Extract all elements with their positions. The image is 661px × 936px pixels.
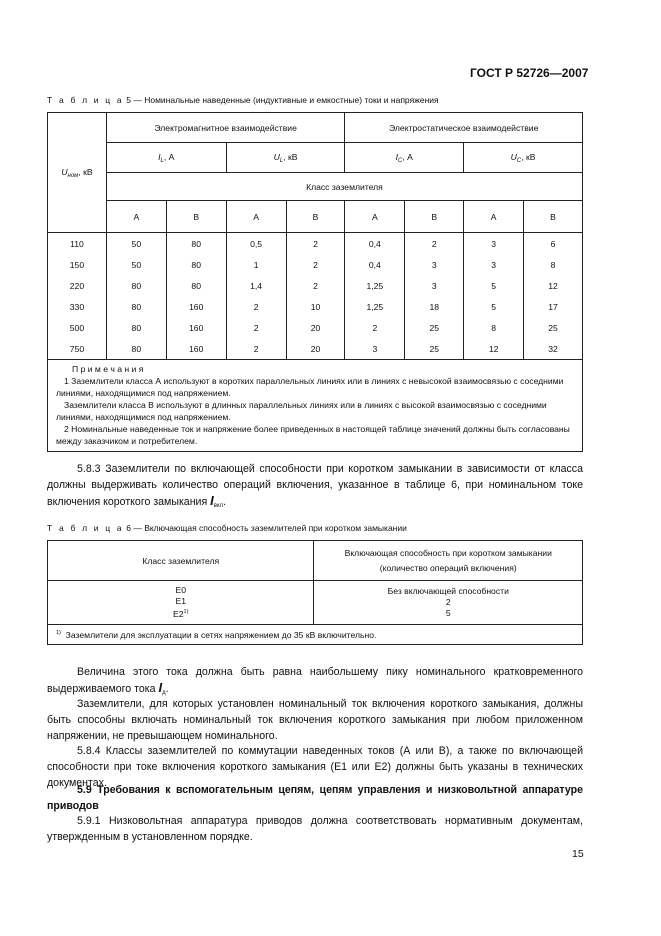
table-row bbox=[48, 233, 583, 255]
t6-header-class: Класс заземлителя bbox=[48, 541, 314, 581]
value-cell: 18 bbox=[405, 296, 464, 317]
col-header-u-nom: $U_{ном}$, кВ bbox=[48, 113, 107, 233]
value-cell: 50 bbox=[106, 233, 166, 255]
document-id-header: ГОСТ Р 52726—2007 bbox=[470, 66, 589, 80]
value-cell: 80 bbox=[166, 254, 226, 275]
col-header-ic: $I_C$, А bbox=[345, 143, 464, 173]
value-cell: 2 bbox=[286, 233, 345, 255]
value-cell: 1 bbox=[226, 254, 286, 275]
group-header-electrostatic: Электростатическое взаимодействие bbox=[345, 113, 583, 143]
table5-caption-text: 5 — Номинальные наведенные (индуктивные и емкостные) токи и напряжения bbox=[126, 95, 439, 105]
value-cell: 2 bbox=[286, 275, 345, 296]
group-header-electromagnetic: Электромагнитное взаимодействие bbox=[106, 113, 345, 143]
col-header-il: $I_L$, А bbox=[106, 143, 226, 173]
value-cell: 2 bbox=[405, 233, 464, 255]
value-cell: 3 bbox=[405, 254, 464, 275]
value-cell: 0,5 bbox=[226, 233, 286, 255]
page-number: 15 bbox=[572, 848, 584, 860]
notes-title: П р и м е ч а н и я bbox=[72, 364, 144, 374]
value-cell: 5 bbox=[464, 296, 524, 317]
t6-values: Без включающей способности 2 5 bbox=[314, 581, 583, 625]
col-header-ul: $U_L$, кВ bbox=[226, 143, 345, 173]
value-cell: 20 bbox=[286, 338, 345, 360]
class-cell: В bbox=[166, 201, 226, 233]
class-cell: А bbox=[345, 201, 405, 233]
paragraph-5-8-3: 5.8.3 Заземлители по включающей способности при коротком замыкании в зависимости от класса должны выдерживать количество операций включения, указанное в таблице 6, при номинальном токе включения короткого замыкания $I_{вкл}$. bbox=[47, 463, 583, 509]
value-cell: 12 bbox=[524, 275, 583, 296]
value-cell: 17 bbox=[524, 296, 583, 317]
class-cell: В bbox=[524, 201, 583, 233]
note-1: 1 Заземлители класса А используют в коротких параллельных линиях или в линиях с невысокой взаимосвязью с соседними линиями, находящимися под напряжением. bbox=[56, 376, 564, 398]
value-cell: 25 bbox=[524, 317, 583, 338]
table-row bbox=[48, 275, 583, 296]
voltage-cell: 330 bbox=[48, 296, 107, 317]
table6-caption-text: 6 — Включающая способность заземлителей при коротком замыкании bbox=[126, 523, 407, 533]
table6-caption-label: Т а б л и ц а bbox=[47, 523, 124, 533]
value-cell: 0,4 bbox=[345, 233, 405, 255]
value-cell: 12 bbox=[464, 338, 524, 360]
value-cell: 2 bbox=[226, 317, 286, 338]
value-cell: 3 bbox=[345, 338, 405, 360]
value-cell: 160 bbox=[166, 296, 226, 317]
value-cell: 1,4 bbox=[226, 275, 286, 296]
note-1b: Заземлители класса В используют в длинных параллельных линиях или в линиях с высокой взаимосвязью с соседними линиями, находящимися под напряжением. bbox=[56, 400, 547, 422]
value-cell: 80 bbox=[166, 275, 226, 296]
value-cell: 2 bbox=[226, 338, 286, 360]
value-cell: 160 bbox=[166, 338, 226, 360]
class-cell: А bbox=[106, 201, 166, 233]
value-cell: 1,25 bbox=[345, 275, 405, 296]
value-cell: 80 bbox=[106, 275, 166, 296]
t6-classes: Е0 Е1 Е2$^{1)}$ bbox=[48, 581, 314, 625]
table6-caption bbox=[47, 523, 407, 533]
value-cell: 2 bbox=[286, 254, 345, 275]
value-cell: 10 bbox=[286, 296, 345, 317]
value-cell: 8 bbox=[464, 317, 524, 338]
section-heading-5-9: 5.9 Требования к вспомогательным цепям, цепям управления и низковольтной аппаратуре приводов bbox=[47, 784, 583, 812]
class-cell: В bbox=[405, 201, 464, 233]
voltage-cell: 220 bbox=[48, 275, 107, 296]
value-cell: 0,4 bbox=[345, 254, 405, 275]
class-cell: А bbox=[464, 201, 524, 233]
value-cell: 8 bbox=[524, 254, 583, 275]
class-cell: В bbox=[286, 201, 345, 233]
value-cell: 160 bbox=[166, 317, 226, 338]
value-cell: 20 bbox=[286, 317, 345, 338]
value-cell: 25 bbox=[405, 338, 464, 360]
paragraph-5-8-4: 5.8.4 Классы заземлителей по коммутации наведенных токов (А или В), а также по включающей способности при токе включения короткого замыкания (Е1 или Е2) должны быть указаны в технических документах. bbox=[47, 745, 583, 789]
value-cell: 80 bbox=[106, 296, 166, 317]
t6-header-capacity: Включающая способность при коротком замыкании (количество операций включения) bbox=[314, 541, 583, 581]
value-cell: 1,25 bbox=[345, 296, 405, 317]
col-header-uc: $U_C$, кВ bbox=[464, 143, 583, 173]
value-cell: 50 bbox=[106, 254, 166, 275]
table6 bbox=[47, 540, 583, 645]
note-2: 2 Номинальные наведенные ток и напряжение более приведенных в настоящей таблице значений должны быть согласованы между заказчиком и потребителем. bbox=[56, 424, 570, 446]
t6-footnote: $^{1)}$ Заземлители для эксплуатации в сетях напряжением до 35 кВ включительно. bbox=[48, 625, 583, 645]
paragraph-earthing: Заземлители, для которых установлен номинальный ток включения короткого замыкания, должны быть способны включать номинальный ток включения короткого замыкания при любом приложенном напряжении, не превышающем номинального. bbox=[47, 698, 583, 742]
table5-caption bbox=[47, 95, 439, 105]
table5-notes bbox=[48, 360, 583, 452]
voltage-cell: 500 bbox=[48, 317, 107, 338]
class-header: Класс заземлителя bbox=[106, 173, 582, 201]
table-row bbox=[48, 296, 583, 317]
table-row bbox=[48, 317, 583, 338]
table5 bbox=[47, 112, 583, 452]
value-cell: 80 bbox=[106, 338, 166, 360]
value-cell: 3 bbox=[464, 254, 524, 275]
voltage-cell: 150 bbox=[48, 254, 107, 275]
paragraph-current: Величина этого тока должна быть равна наибольшему пику номинального кратковременного выдерживаемого тока $I_д$. bbox=[47, 666, 583, 696]
value-cell: 6 bbox=[524, 233, 583, 255]
paragraph-5-9-1: 5.9.1 Низковольтная аппаратура приводов должна соответствовать нормативным документам, утвержденным в установленном порядке. bbox=[47, 815, 583, 843]
value-cell: 2 bbox=[226, 296, 286, 317]
table5-caption-label: Т а б л и ц а bbox=[47, 95, 124, 105]
value-cell: 80 bbox=[166, 233, 226, 255]
value-cell: 5 bbox=[464, 275, 524, 296]
voltage-cell: 750 bbox=[48, 338, 107, 360]
voltage-cell: 110 bbox=[48, 233, 107, 255]
table-row bbox=[48, 254, 583, 275]
value-cell: 2 bbox=[345, 317, 405, 338]
table-row bbox=[48, 338, 583, 360]
class-cell: А bbox=[226, 201, 286, 233]
value-cell: 3 bbox=[464, 233, 524, 255]
value-cell: 80 bbox=[106, 317, 166, 338]
value-cell: 25 bbox=[405, 317, 464, 338]
value-cell: 32 bbox=[524, 338, 583, 360]
value-cell: 3 bbox=[405, 275, 464, 296]
